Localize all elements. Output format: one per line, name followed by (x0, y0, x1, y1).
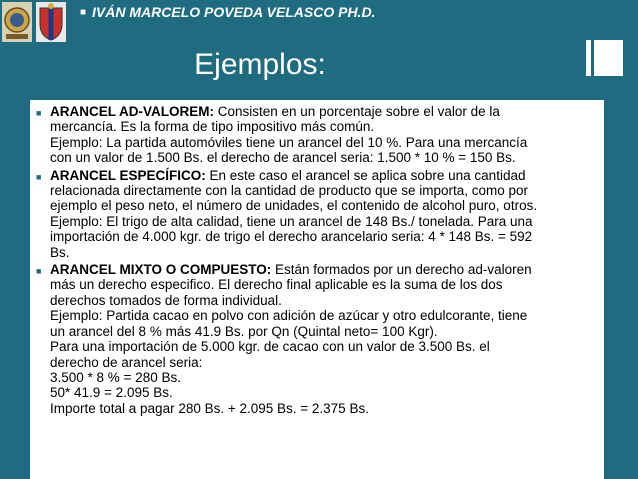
item-line: más un derecho especifico. El derecho final aplicable es la suma de los dos (50, 277, 503, 293)
item-term: ARANCEL MIXTO O COMPUESTO: (50, 262, 272, 278)
item-line: 3.500 * 8 % = 280 Bs. (50, 369, 181, 385)
item-line: ejemplo el peso neto, el número de unidades, el contenido de alcohol puro, otros. (50, 198, 538, 214)
item-first-line (50, 262, 602, 277)
item-line: derechos tomados de forma individual. (50, 292, 282, 308)
item-line: Consisten en un porcentaje sobre el valor de la (214, 104, 500, 119)
bullet-icon: ■ (36, 171, 42, 182)
item-line: relacionada directamente con la cantidad de producto que se importa, como por (50, 183, 529, 199)
item-line: Para una importación de 5.000 kgr. de cacao con un valor de 3.500 Bs. el (50, 339, 490, 355)
item-term: ARANCEL ESPECÍFICO: (50, 167, 206, 183)
list-item-mixto (36, 262, 602, 416)
decorative-bar-thin (586, 40, 591, 76)
bullet-icon: ■ (36, 108, 42, 118)
list-item-especifico (36, 168, 602, 260)
slide-title: Ejemplos: (194, 48, 326, 81)
item-line: 50* 41.9 = 2.095 Bs. (50, 385, 173, 401)
author-name: IVÁN MARCELO POVEDA VELASCO PH.D. (92, 4, 376, 20)
item-line: un arancel del 8 % más 41.9 Bs. por Qn (Quintal neto= 100 Kgr). (50, 323, 438, 339)
item-line: En este caso el arancel se aplica sobre una cantidad (205, 167, 526, 183)
item-line: Importe total a pagar 280 Bs. + 2.095 Bs. = 2.375 Bs. (50, 400, 369, 416)
item-line: derecho de arancel seria: (50, 354, 203, 370)
item-term: ARANCEL AD-VALOREM: (50, 104, 214, 119)
item-line: Ejemplo: El trigo de alta calidad, tiene un arancel de 148 Bs./ tonelada. Para una (50, 213, 533, 229)
university-seal-icon (2, 2, 32, 42)
item-line: mercancía. Es la forma de tipo impositivo más común. (50, 119, 375, 135)
item-line: importación de 4.000 kgr. de trigo el derecho arancelario seria: 4 * 148 Bs. = 592 (50, 229, 533, 245)
bullet-icon: ■ (36, 266, 42, 277)
item-first-line (50, 104, 602, 119)
item-line: Están formados por un derecho ad-valoren (271, 262, 532, 278)
decorative-bar-thick (594, 40, 623, 76)
item-line: Ejemplo: La partida automóviles tiene un arancel del 10 %. Para una mercancía (50, 134, 528, 150)
slide-content (36, 104, 602, 418)
item-first-line (50, 168, 602, 183)
author-header (80, 4, 375, 20)
bullet-icon: ■ (80, 7, 87, 18)
item-line: Bs. (50, 244, 70, 260)
item-line: con un valor de 1.500 Bs. el derecho de arancel seria: 1.500 * 10 % = 150 Bs. (50, 150, 516, 166)
faculty-shield-icon (36, 2, 66, 42)
item-line: Ejemplo: Partida cacao en polvo con adición de azúcar y otro edulcorante, tiene (50, 308, 528, 324)
list-item-ad-valorem (36, 104, 602, 166)
